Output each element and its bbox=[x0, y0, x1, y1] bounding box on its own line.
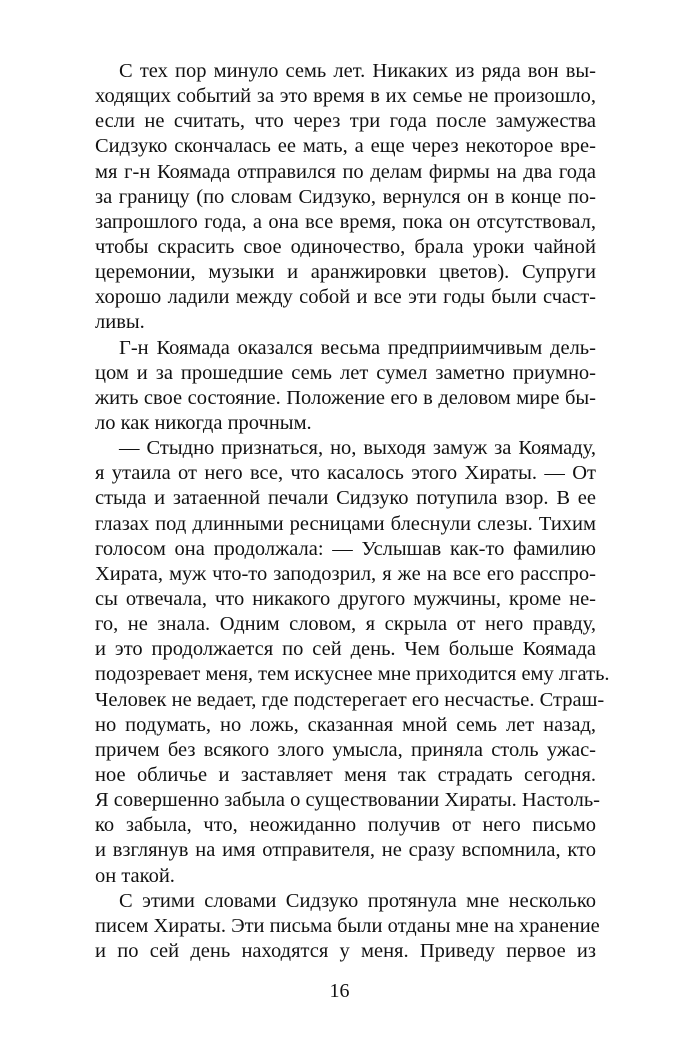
text-line: ходящих событий за это время в их семье не произошло, bbox=[95, 85, 596, 108]
page-number: 16 bbox=[329, 980, 350, 1002]
text-line: Г-н Коямада оказался весьма предприимчивым дель- bbox=[119, 336, 596, 359]
text-line: но подумать, но ложь, сказанная мной семь лет назад, bbox=[95, 713, 596, 736]
text-line: ло как никогда прочным. bbox=[95, 411, 312, 434]
text-line: хорошо ладили между собой и все эти годы были счаст- bbox=[95, 286, 596, 309]
text-line: ное обличье и заставляет меня так страдать сегодня. bbox=[95, 763, 596, 786]
text-line: цом и за прошедшие семь лет сумел заметно приумно- bbox=[95, 361, 596, 384]
text-line: — Стыдно признаться, но, выходя замуж за Коямаду, bbox=[119, 437, 596, 460]
text-line: Человек не ведает, где подстерегает его несчастье. Страш- bbox=[95, 688, 605, 711]
text-line: Хирата, муж что-то заподозрил, я же на все его расспро- bbox=[95, 562, 596, 585]
paragraph bbox=[95, 59, 596, 336]
text-line: если не считать, что через три года после замужества bbox=[95, 110, 596, 133]
body-text bbox=[95, 59, 610, 964]
paragraph bbox=[95, 336, 596, 437]
text-line: ко забыла, что, неожиданно получив от него письмо bbox=[95, 814, 596, 837]
text-line: сы отвечала, что никакого другого мужчины, кроме не- bbox=[95, 587, 596, 610]
text-line: С этими словами Сидзуко протянула мне несколько bbox=[119, 889, 596, 912]
text-line: причем без всякого злого умысла, приняла столь ужас- bbox=[95, 738, 596, 761]
text-line: стыда и затаенной печали Сидзуко потупила взор. В ее bbox=[95, 487, 596, 510]
text-line: писем Хираты. Эти письма были отданы мне на хранение bbox=[95, 914, 600, 937]
text-line: мя г-н Коямада отправился по делам фирмы на два года bbox=[95, 160, 596, 183]
text-line: С тех пор минуло семь лет. Никаких из ряда вон вы- bbox=[119, 60, 596, 82]
text-line: жить свое состояние. Положение его в деловом мире бы- bbox=[95, 386, 596, 409]
paragraph bbox=[95, 889, 600, 964]
paragraph bbox=[95, 436, 610, 889]
text-line: запрошлого года, а она все время, пока он отсутствовал, bbox=[95, 210, 596, 233]
text-line: я утаила от него все, что касалось этого Хираты. — От bbox=[95, 462, 596, 485]
text-line: го, не знала. Одним словом, я скрыла от него правду, bbox=[95, 613, 596, 636]
text-line: Сидзуко скончалась ее мать, а еще через некоторое вре- bbox=[95, 135, 596, 158]
text-line: и по сей день находятся у меня. Приведу первое из bbox=[95, 939, 596, 962]
text-line: глазах под длинными ресницами блеснули слезы. Тихим bbox=[95, 512, 596, 535]
text-line: церемонии, музыки и аранжировки цветов). Супруги bbox=[95, 261, 596, 284]
text-line: чтобы скрасить свое одиночество, брала уроки чайной bbox=[95, 235, 596, 258]
text-line: голосом она продолжала: — Услышав как-то фамилию bbox=[95, 537, 596, 560]
text-line: и взглянув на имя отправителя, не сразу вспомнила, кто bbox=[95, 839, 596, 862]
text-line: Я совершенно забыла о существовании Хираты. Настоль- bbox=[95, 789, 601, 812]
text-line: подозревает меня, тем искуснее мне приходится ему лгать. bbox=[95, 663, 610, 686]
text-line: ливы. bbox=[95, 311, 145, 334]
text-line: за границу (по словам Сидзуко, вернулся он в конце по- bbox=[95, 185, 596, 208]
text-line: он такой. bbox=[95, 864, 175, 887]
text-line: и это продолжается по сей день. Чем больше Коямада bbox=[95, 638, 596, 661]
